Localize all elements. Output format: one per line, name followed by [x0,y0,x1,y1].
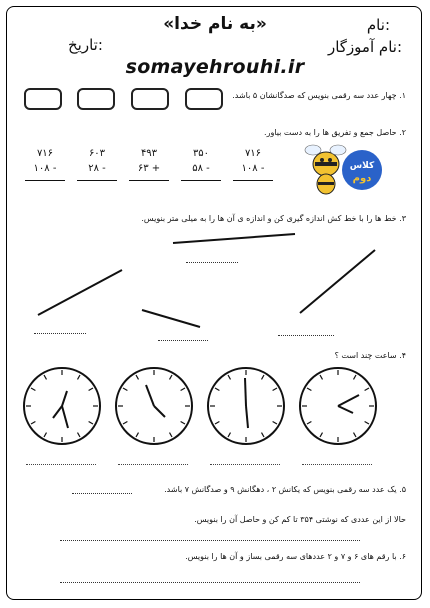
clock-face [21,365,103,447]
question-1: ۱. چهار عدد سه رقمی بنویس که صدگانشان ۵ باشد. [232,91,406,100]
name-label: نام: [366,16,390,34]
teacher-label: نام آموزگار: [327,38,402,56]
clock-answer-dots[interactable] [302,464,372,465]
problem-bottom: ۲۸ - [88,163,106,174]
answer-dots[interactable] [158,340,208,341]
problem-top: ۷۱۶ [244,148,262,159]
question-5: ۵. یک عدد سه رقمی بنویس که یکانش ۲ ، دهگانش ۹ و صدگانش ۷ باشد. [164,485,406,494]
clock-face [113,365,195,447]
problem-bottom: ۶۳ + [137,163,161,174]
question-6: ۶. با رقم های ۶ و ۷ و ۲ عددهای سه رقمی بساز و آن ها را بنویس. [185,552,406,561]
question-3: ۳. خط ها را با خط کش اندازه گیری کن و اندازه ی آن ها را به میلی متر بنویس. [141,214,406,223]
problem-bottom: ۱۰۸ - [33,163,57,174]
problem-bottom: ۵۸ - [192,163,210,174]
page-title: «به نام خدا» [163,14,267,34]
answer-dots[interactable] [34,333,86,334]
clock-answer-dots[interactable] [210,464,280,465]
measure-line-4 [38,270,122,315]
measure-line-1 [173,234,295,243]
clock-answer-dots[interactable] [26,464,96,465]
clock-face [297,365,379,447]
answer-dots[interactable] [60,540,360,541]
problem-top: ۶۰۳ [88,148,106,159]
svg-text:دوم: دوم [352,173,372,184]
answer-dots[interactable] [72,493,132,494]
problem-top: ۴۹۳ [140,148,158,159]
svg-text:کلاس: کلاس [349,161,375,171]
problem-bottom: ۱۰۸ - [241,163,265,174]
problem-top: ۳۵۰ [192,148,210,159]
measure-line-3 [142,310,200,327]
measure-line-2 [300,250,375,313]
question-2: ۲. حاصل جمع و تفریق ها را به دست بیاور. [264,128,406,137]
question-5-part-2: حالا از این عددی که نوشتی ۳۵۴ تا کم کن و حاصل آن را بنویس. [194,515,406,524]
answer-dots[interactable] [60,582,360,583]
answer-dots[interactable] [278,335,334,336]
answer-dots[interactable] [186,262,238,263]
question-4: ۴. ساعت چند است ؟ [334,351,406,360]
date-label: تاریخ: [68,36,103,54]
clock-face [205,365,287,447]
clock-answer-dots[interactable] [118,464,188,465]
problem-top: ۷۱۶ [36,148,54,159]
site-watermark: somayehrouhi.ir [125,56,305,78]
